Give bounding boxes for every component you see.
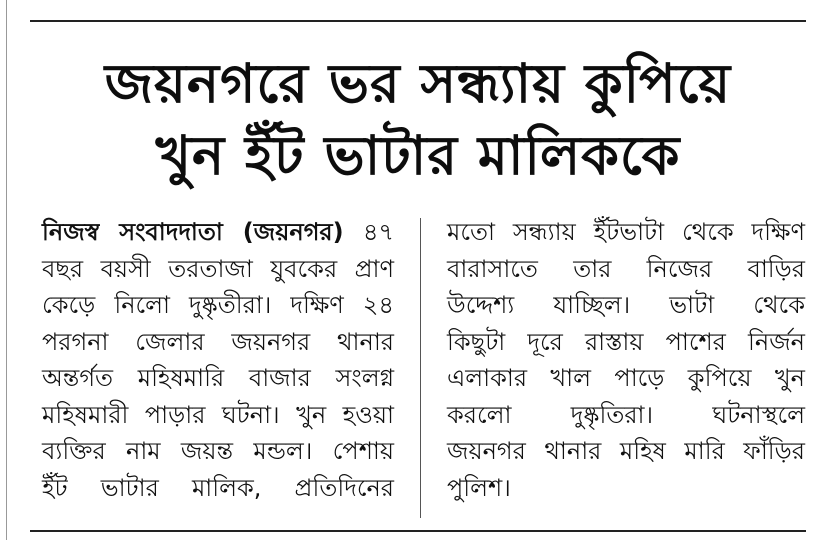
article-column-right (447, 214, 805, 506)
article-line: ব্যক্তির নাম জয়ন্ত মন্ডল। পেশায় (42, 437, 394, 465)
article-line: কিছুটা দূরে রাস্তায় পাশের নির্জন (447, 327, 805, 356)
top-rule (30, 20, 806, 22)
article-line: উদ্দেশ্য যাচ্ছিল। ভাটা থেকে (447, 291, 805, 319)
article-line: মতো সন্ধ্যায় ইঁটভাটা থেকে দক্ষিণ (447, 218, 805, 246)
article-line: অন্তর্গত মহিষমারি বাজার সংলগ্ন (42, 364, 394, 392)
headline-line-1: জয়নগরে ভর সন্ধ্যায় কুপিয়ে (104, 52, 732, 115)
page-edge-line (6, 0, 7, 540)
article-line: নিজস্ব সংবাদদাতা (জয়নগর) ৪৭ (42, 218, 394, 246)
byline: নিজস্ব সংবাদদাতা (জয়নগর) (42, 218, 344, 246)
article-line: বছর বয়সী তরতাজা যুবকের প্রাণ (42, 254, 394, 283)
article-line: পরগনা জেলার জয়নগর থানার (42, 327, 394, 356)
article-line: এলাকার খাল পাড়ে কুপিয়ে খুন (447, 364, 805, 392)
article-line: ইঁট ভাটার মালিক, প্রতিদিনের (42, 473, 394, 502)
headline (30, 48, 806, 192)
article-line: জয়নগর থানার মহিষ মারি ফাঁড়ির (447, 437, 805, 465)
article-line: বারাসাতে তার নিজের বাড়ির (447, 254, 805, 283)
article-line: পুলিশ। (447, 473, 511, 502)
article-line: কেড়ে নিলো দুষ্কৃতীরা। দক্ষিণ ২৪ (42, 291, 394, 319)
bottom-rule (30, 530, 806, 532)
article-line: মহিষমারী পাড়ার ঘটনা। খুন হওয়া (42, 400, 394, 429)
column-divider (420, 218, 421, 518)
article-line: করলো দুষ্কৃতিরা। ঘটনাস্থলে (447, 400, 805, 429)
article-column-left (42, 214, 394, 506)
headline-line-2: খুন ইঁট ভাটার মালিককে (155, 124, 681, 187)
